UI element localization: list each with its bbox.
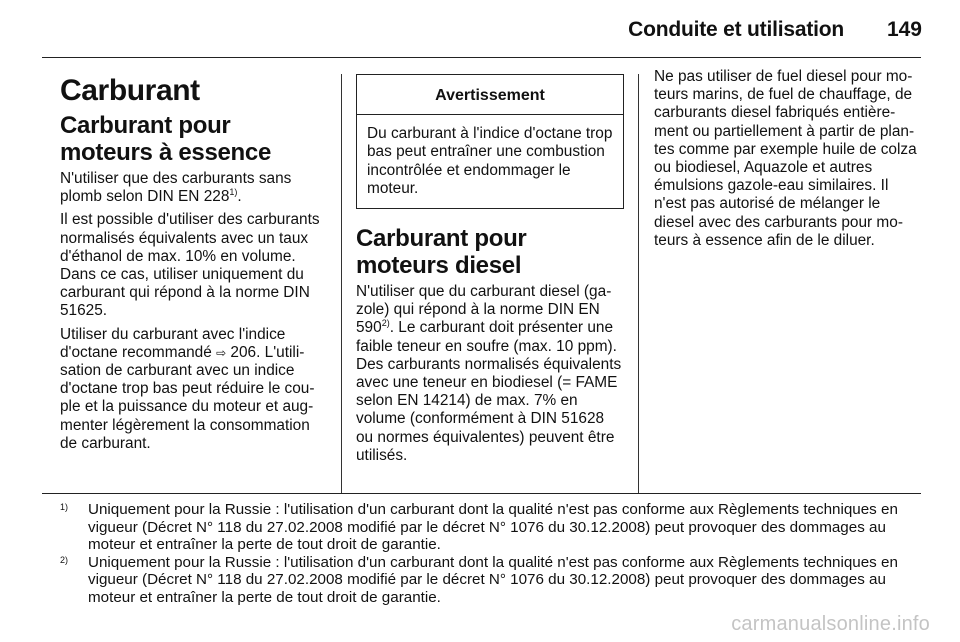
footnote-1 — [60, 501, 922, 554]
column-2 — [356, 68, 624, 470]
paragraph-diesel-2: Ne pas utiliser de fuel diesel pour moteurs marins, de fuel de chauffage, de carburants diesel fabriqués entièrement ou partiellement à partir de plantes comme par exemple huile de colza ou biodiesel, Aquazole et autres émulsions gazole-eau similaires. Il n'est pas autorisé de mélanger le diesel avec des carburants pour moteurs à essence afin de le diluer. — [654, 68, 917, 249]
footnotes — [60, 501, 922, 607]
paragraph-text: . Le carburant doit présenter une faible teneur en soufre (max. 10 ppm). Des carburants normalisés équivalents avec une teneur en biodiesel (= FAME selon EN 14214) de max. 7% en volume (conformément à DIN 51628 ou normes équivalentes) peuvent être utilisés. — [356, 319, 622, 464]
paragraph-text: N'utiliser que du carburant diesel (gazole) qui répond à la norme DIN EN 590 — [356, 283, 612, 337]
footnote-text: Uniquement pour la Russie : l'utilisation d'un carburant dont la qualité n'est pas conforme aux Règlements techniques en vigueur (Décret N° 118 du 27.02.2008 modifié par le décret N° 1076 du 30.12.2008) peut provoquer des dommages au moteur et entraîner la perte de tout droit de garantie. — [88, 501, 898, 554]
subsection-title-essence: Carburant pour moteurs à essence — [60, 112, 272, 166]
page-number: 149 — [886, 18, 922, 41]
paragraph-essence-3 — [60, 326, 328, 453]
paragraph-essence-2: Il est possible d'utiliser des carburants normalisés équivalents avec un taux d'éthanol de max. 10% en volume. Dans ce cas, utiliser uniquement du carburant qui répond à la norme DIN 51625. — [60, 211, 320, 320]
section-title: Carburant — [60, 74, 200, 107]
header-title: Conduite et utilisation — [628, 18, 844, 41]
page-header — [0, 18, 922, 48]
warning-title: Avertissement — [357, 75, 623, 115]
footnote-rule — [42, 493, 921, 494]
footnote-2 — [60, 554, 922, 607]
warning-text: Du carburant à l'indice d'octane trop bas peut entraîner une combustion incontrôlée et endommager le moteur. — [367, 125, 613, 197]
footnote-marker: 2) — [60, 554, 69, 565]
paragraph-text: . — [237, 188, 242, 206]
footnote-marker: 1) — [60, 502, 69, 512]
paragraph-diesel-1 — [356, 283, 624, 465]
paragraph-essence-1 — [60, 170, 328, 206]
paragraph-text: N'utiliser que des carburants sans plomb selon DIN EN 228 — [60, 170, 292, 206]
header-rule — [42, 57, 921, 58]
page-reference-arrow-icon[interactable]: ⇨ — [216, 345, 227, 360]
column-1 — [60, 68, 328, 458]
column-divider-1 — [341, 74, 342, 494]
footnote-ref-2[interactable]: 2) — [381, 318, 390, 329]
column-divider-2 — [638, 74, 639, 494]
paragraph-text: 206. L'utilisation de carburant avec un indice d'octane trop bas peut réduire le couple et la puissance du moteur et augmenter légèrement la consommation de carburant. — [60, 343, 315, 452]
footnote-text: Uniquement pour la Russie : l'utilisation d'un carburant dont la qualité n'est pas conforme aux Règlements techniques en vigueur (Décret N° 118 du 27.02.2008 modifié par le décret N° 1076 du 30.12.2008) peut provoquer des dommages au moteur et entraîner la perte de tout droit de garantie. — [88, 553, 898, 606]
column-3 — [654, 68, 922, 255]
subsection-title-diesel: Carburant pour moteurs diesel — [356, 225, 527, 280]
footnote-ref-1[interactable]: 1) — [229, 187, 238, 198]
watermark: carmanualsonline.info — [731, 613, 930, 635]
paragraph-text: Utiliser du carburant avec l'indice d'octane recommandé — [60, 325, 286, 361]
warning-box — [356, 74, 624, 209]
